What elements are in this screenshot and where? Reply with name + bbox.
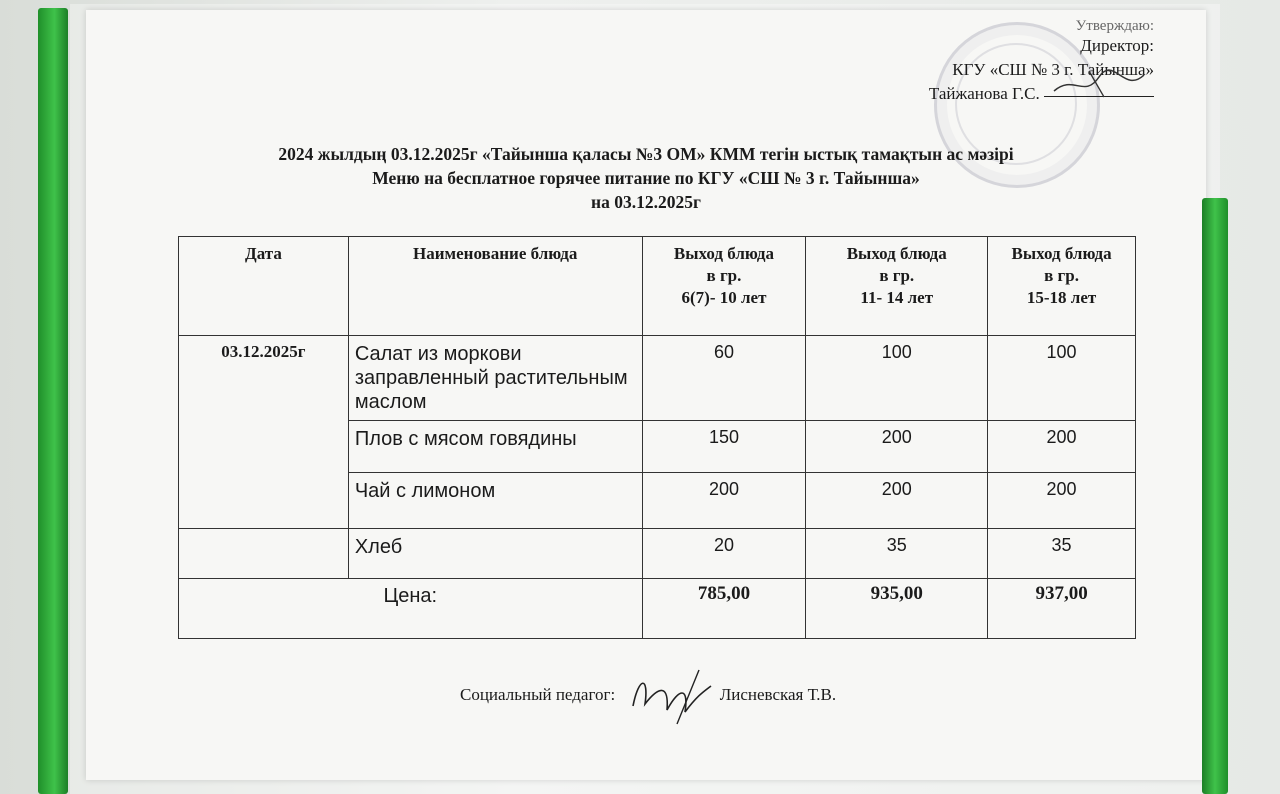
portion-11-14: 200 xyxy=(806,421,988,473)
dish-name: Чай с лимоном xyxy=(348,473,642,529)
title-russian: Меню на бесплатное горячее питание по КГУ «СШ № 3 г. Тайынша» xyxy=(372,168,920,188)
portion-15-18: 100 xyxy=(988,336,1136,421)
header-dish: Наименование блюда xyxy=(348,237,642,336)
footer-signature xyxy=(460,666,836,726)
menu-document xyxy=(86,10,1206,780)
header-age-6-10: Выход блюда в гр. 6(7)- 10 лет xyxy=(642,237,806,336)
price-11-14: 935,00 xyxy=(806,579,988,639)
approval-role: Директор: xyxy=(1080,36,1154,55)
approval-name: Тайжанова Г.С. xyxy=(928,84,1040,103)
footer-role: Социальный педагог: xyxy=(460,684,616,704)
price-row xyxy=(179,579,1136,639)
table-row xyxy=(179,336,1136,421)
empty-date-cell xyxy=(179,529,349,579)
approval-block xyxy=(929,18,1154,106)
director-signature-icon xyxy=(1044,69,1154,99)
price-15-18: 937,00 xyxy=(988,579,1136,639)
header-age-15-18: Выход блюда в гр. 15-18 лет xyxy=(988,237,1136,336)
portion-6-10: 20 xyxy=(642,529,806,579)
footer-name: Лисневская Т.В. xyxy=(719,684,837,704)
dish-name: Плов с мясом говядины xyxy=(348,421,642,473)
approval-caption: Утверждаю: xyxy=(1075,18,1154,34)
green-frame-left xyxy=(38,8,68,794)
header-date: Дата xyxy=(179,237,349,336)
approval-org: КГУ «СШ № 3 г. Тайынша» xyxy=(952,60,1154,79)
portion-11-14: 35 xyxy=(806,529,988,579)
portion-15-18: 200 xyxy=(988,473,1136,529)
director-signature-line xyxy=(1044,82,1154,97)
table-row xyxy=(179,529,1136,579)
date-cell: 03.12.2025г xyxy=(179,336,349,529)
portion-15-18: 200 xyxy=(988,421,1136,473)
portion-11-14: 100 xyxy=(806,336,988,421)
table-header-row xyxy=(179,237,1136,336)
menu-table xyxy=(178,236,1136,639)
document-title xyxy=(86,142,1206,214)
portion-6-10: 150 xyxy=(642,421,806,473)
portion-6-10: 200 xyxy=(642,473,806,529)
header-age-11-14: Выход блюда в гр. 11- 14 лет xyxy=(806,237,988,336)
title-kazakh: 2024 жылдың 03.12.2025г «Тайынша қаласы №3 ОМ» КММ тегін ыстық тамақтын ас мәзірі xyxy=(278,144,1014,164)
approval-name-line xyxy=(929,82,1154,106)
dish-name: Салат из моркови заправленный растительным маслом xyxy=(348,336,642,421)
pedagogue-signature-icon xyxy=(619,666,715,726)
green-frame-right xyxy=(1202,198,1228,794)
price-6-10: 785,00 xyxy=(642,579,806,639)
portion-6-10: 60 xyxy=(642,336,806,421)
portion-15-18: 35 xyxy=(988,529,1136,579)
price-label: Цена: xyxy=(179,579,643,639)
title-date: на 03.12.2025г xyxy=(591,192,701,212)
dish-name: Хлеб xyxy=(348,529,642,579)
portion-11-14: 200 xyxy=(806,473,988,529)
